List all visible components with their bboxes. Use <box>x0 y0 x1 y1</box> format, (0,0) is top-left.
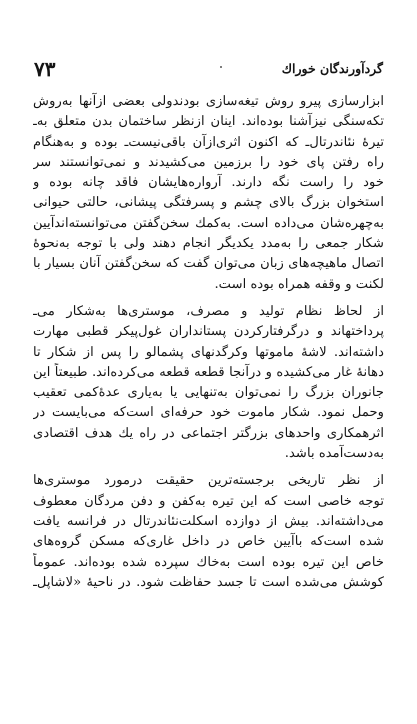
text-line: کوشش می‌شده است تا جسد حفاظت شود. در ناحیهٔ «لاشاپل‌ـ <box>33 574 384 590</box>
page-number: ۷۳ <box>34 57 56 81</box>
text-line: به‌دست‌آمده باشد. <box>284 446 384 462</box>
text-line: شده است‌که باآیین خاص در داخل غاری‌که مسکن گروه‌های <box>33 534 384 550</box>
text-line: دهانهٔ غار می‌کشیده و درآنجا قطعه قطعه می‌کرده‌اند. طبیعتاً این <box>33 364 384 380</box>
paragraph <box>33 92 384 295</box>
text-line: توجه خاصی است که این تیره به‌کفن و دفن مردگان معطوف <box>33 493 384 509</box>
body-text <box>33 92 384 593</box>
text-line: اثرهمکاری واحدهای بزرگتر اجتماعی در راه یك هدف اقتصادی <box>33 425 384 441</box>
text-line: داشته‌اند. لاشهٔ ماموتها وکرگدنهای پشمالو را پس از شکار تا <box>33 344 384 360</box>
text-line: راه رفتن پای خود را برزمین می‌کشیدند و نمی‌توانستند سر <box>33 154 384 170</box>
text-line: به‌چهره‌شان می‌داده است. به‌کمك سخن‌گفتن می‌توانسته‌اندآیین <box>33 215 384 231</box>
text-line: شکار جمعی را به‌مدد یکدیگر انجام دهند ولی با توجه به‌نحوهٔ <box>33 236 384 252</box>
paragraph-gap <box>33 295 384 302</box>
text-line: از لحاظ نظام تولید و مصرف، موستری‌ها به‌شکار می‌ـ <box>33 303 384 319</box>
text-line: تیرهٔ نئاندرتال‌ـ که اکنون اثری‌ازآن باقی‌نیست‌ـ بوده و به‌هنگام <box>33 134 384 150</box>
text-line: استخوان بزرگ بالای چشم و پسرفتگی پیشانی، حالتی حیوانی <box>33 195 384 211</box>
paragraph <box>33 302 384 464</box>
paragraph <box>33 471 384 593</box>
text-line: ابزارسازی پیرو روش تیغه‌سازی بودندولی بعضی ازآنها به‌روش <box>33 94 384 109</box>
text-line: پرداختهاند و درگرفتارکردن پستانداران غول‌پیکر قطبی مهارت <box>33 324 384 340</box>
text-line: خود را راست نگه دارند. آرواره‌هایشان فاقد چانه بوده و <box>33 175 384 191</box>
header-dot-mark <box>220 66 222 68</box>
text-line: می‌داشته‌اند. بیش از دوازده اسکلت‌نئاندرتال در فرانسه یافت <box>33 513 384 529</box>
text-line: وحمل نمود. شکار ماموت خود حرفه‌ای است‌که می‌بایست در <box>33 405 384 421</box>
running-header: گردآورندگان خوراك <box>281 61 383 76</box>
text-line: خاص این تیره بوده است به‌خاك سپرده شده بوده‌اند. عموماً <box>33 554 384 570</box>
text-line: جانوران بزرگ را نمی‌توان به‌تنهایی یا به‌یاری عدهٔ‌کمی تعقیب <box>33 385 384 401</box>
text-line: لکنت و وقفه همراه بوده است. <box>214 276 384 292</box>
text-line: تکه‌سنگی نیزآشنا بوده‌اند. اینان ازنظر ساختمان بدن متعلق به‌ـ <box>33 114 384 130</box>
paragraph-gap <box>33 464 384 471</box>
text-line: از نظر تاریخی برجسته‌ترین حقیقت درمورد موستری‌ها <box>33 473 384 489</box>
text-line: اتصال ماهیچه‌های زبان می‌توان گفت که سخن‌گفتن آنان بسیار با <box>33 256 384 272</box>
